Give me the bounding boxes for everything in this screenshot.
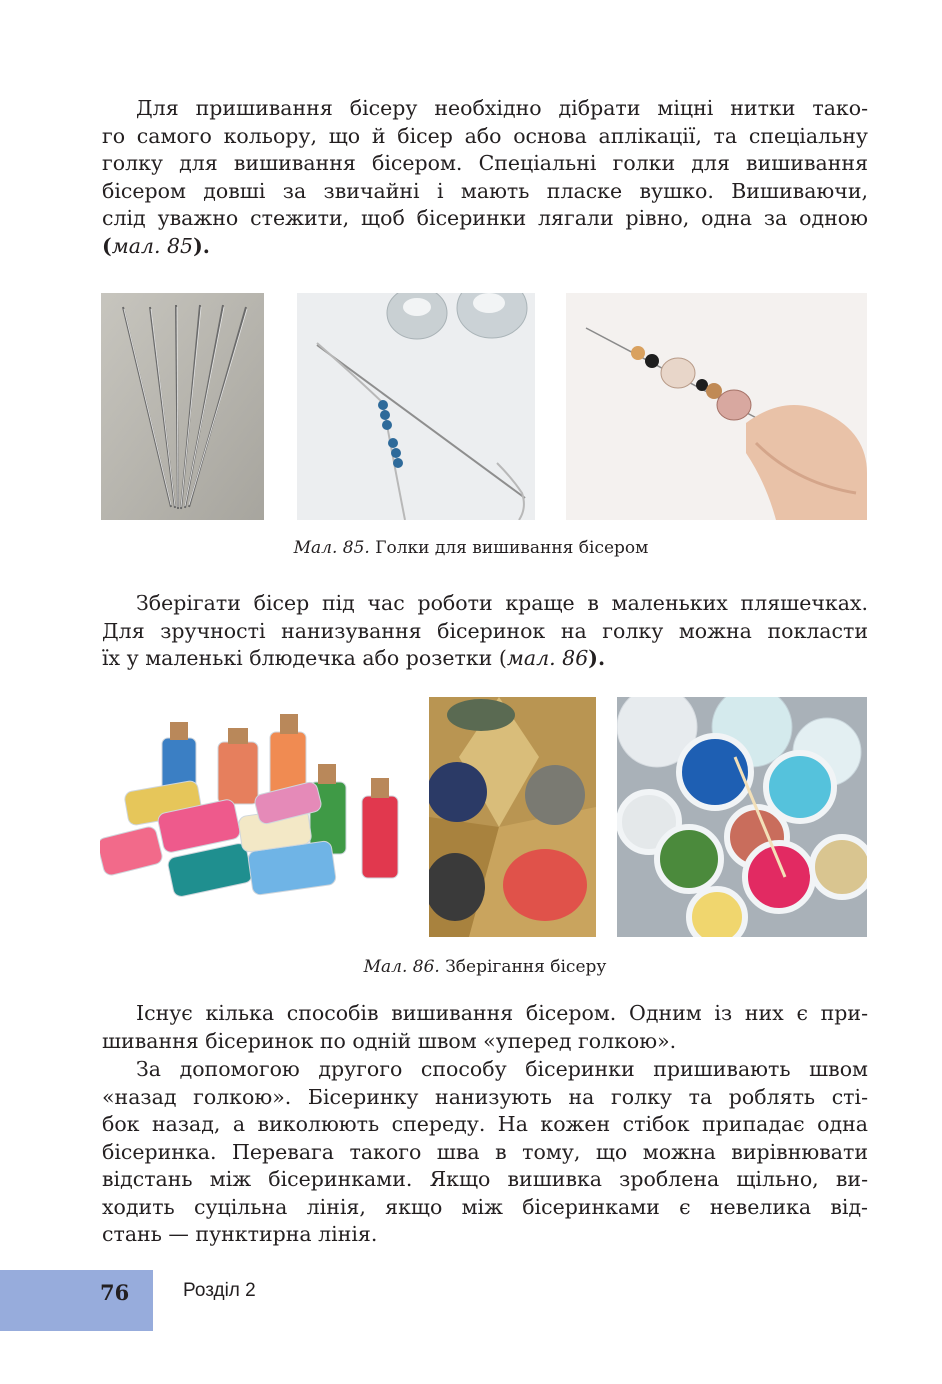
paragraph-2 bbox=[102, 590, 868, 673]
page-number: 76 bbox=[100, 1280, 130, 1305]
caption-number: Мал. 85. bbox=[293, 538, 370, 558]
figure-86-caption bbox=[14, 957, 942, 977]
page-number-box bbox=[0, 1270, 153, 1331]
figure-reference: мал. 85 bbox=[111, 233, 194, 258]
text-line: ходить суцільна лінія, якщо між бісеринками є невелика від- bbox=[102, 1194, 868, 1219]
paragraph-4 bbox=[102, 1056, 868, 1249]
text-line: Існує кілька способів вишивання бісером. Одним із них є при- bbox=[136, 1001, 868, 1025]
caption-text: Голки для вишивання бісером bbox=[375, 538, 649, 558]
text-line: стань — пунктирна лінія. bbox=[102, 1222, 378, 1246]
text-line: За допомогою другого способу бісеринки пришивають швом bbox=[136, 1057, 868, 1081]
needles-photo bbox=[101, 293, 264, 520]
figure-reference: мал. 86 bbox=[506, 646, 589, 670]
section-label: Розділ 2 bbox=[183, 1280, 256, 1301]
text-line: «назад голкою». Бісеринку нанизують на голку та роблять сті- bbox=[102, 1084, 868, 1109]
figure-85-caption bbox=[0, 538, 942, 558]
text-line: шивання бісеринок по одній швом «уперед голкою». bbox=[102, 1028, 677, 1053]
caption-number: Мал. 86. bbox=[363, 957, 440, 977]
text-line: бок назад, а виколюють спереду. На кожен стібок припадає одна bbox=[102, 1112, 868, 1136]
text-line: бісером довші за звичайні і мають пласке вушко. Вишиваючи, bbox=[102, 178, 868, 203]
text-line: Для пришивання бісеру необхідно дібрати міцні нитки тако- bbox=[136, 96, 868, 120]
text-line: Для зручності нанизування бісеринок на голку можна покласти bbox=[102, 618, 868, 643]
paragraph-3 bbox=[102, 1000, 868, 1055]
text-line: бісеринка. Перевага такого шва в тому, що можна вирівнювати bbox=[102, 1139, 868, 1164]
text-line: слід уважно стежити, щоб бісеринки лягали рівно, одна за одною bbox=[102, 206, 868, 230]
caption-text: Зберігання бісеру bbox=[445, 957, 607, 977]
text-line: го самого кольору, що й бісер або основа аплікації, та спеціальну bbox=[102, 123, 868, 148]
paragraph-1 bbox=[102, 95, 868, 260]
text-line: (мал. 85). bbox=[102, 233, 210, 258]
text-line: Зберігати бісер під час роботи краще в маленьких пляшечках. bbox=[136, 591, 868, 615]
beads-in-tray-photo bbox=[429, 697, 596, 937]
text-line: відстань між бісеринками. Якщо вишивка зроблена щільно, ви- bbox=[102, 1167, 868, 1191]
bead-bottles-photo bbox=[100, 700, 415, 922]
text-line: голку для вишивання бісером. Спеціальні голки для вишивання bbox=[102, 151, 868, 175]
needle-with-beads-photo bbox=[297, 293, 535, 520]
text-line: їх у маленькі блюдечка або розетки (мал. 86). bbox=[102, 646, 606, 670]
bead-containers-photo bbox=[617, 697, 867, 937]
beads-on-needle-photo bbox=[566, 293, 867, 520]
